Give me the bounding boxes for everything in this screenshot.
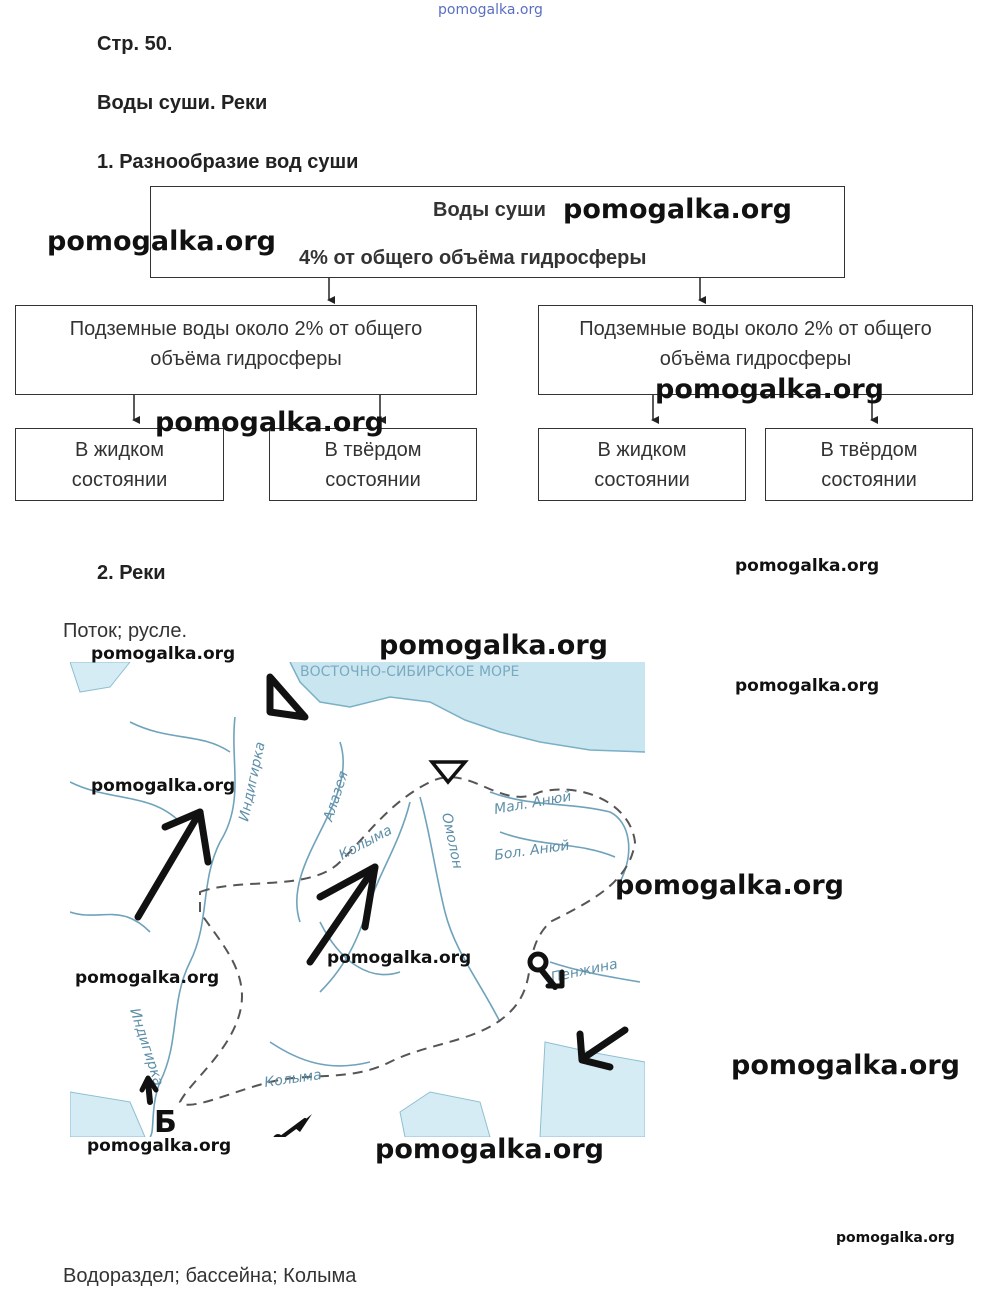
watermark: pomogalka.org xyxy=(379,630,608,661)
section-title: Воды суши. Реки xyxy=(97,92,268,114)
watermark: pomogalka.org xyxy=(47,226,276,257)
right-liquid-box: В жидком состоянии xyxy=(538,428,746,501)
watermark: pomogalka.org xyxy=(87,1136,232,1156)
label-bol-anyuy: Бол. Анюй xyxy=(493,837,571,864)
watermark: pomogalka.org xyxy=(327,948,472,968)
right-underground-box: Подземные воды около 2% от общего объёма гидросферы xyxy=(538,305,973,395)
label-omolon: Омолон xyxy=(438,811,466,871)
left-underground-box: Подземные воды около 2% от общего объёма гидросферы xyxy=(15,305,477,395)
page-label: Стр. 50. xyxy=(97,33,173,55)
label-indigirka: Индигирка xyxy=(236,740,269,823)
b-letter-mark: Б xyxy=(154,1105,177,1137)
watermark: pomogalka.org xyxy=(563,194,792,225)
answer-1: Поток; русле. xyxy=(63,620,188,642)
label-alazeya: Алазея xyxy=(320,769,352,824)
left-solid-box: В твёрдом состоянии xyxy=(269,428,477,501)
right-solid-box: В твёрдом состоянии xyxy=(765,428,973,501)
answer-2: Водораздел; бассейна; Колыма xyxy=(63,1265,357,1287)
diagram-top-title: Воды суши xyxy=(433,199,546,221)
part2-heading: 2. Реки xyxy=(97,562,166,584)
label-penzhina: Пенжина xyxy=(549,956,620,986)
watermark: pomogalka.org xyxy=(375,1134,604,1165)
watermark: pomogalka.org xyxy=(836,1230,955,1246)
watermark: pomogalka.org xyxy=(735,556,880,576)
label-mal-anyuy: Мал. Анюй xyxy=(492,788,573,818)
watermark: pomogalka.org xyxy=(735,676,880,696)
part1-heading: 1. Разнообразие вод суши xyxy=(97,151,359,173)
watermark: pomogalka.org xyxy=(75,968,220,988)
label-indigirka-2: Индигирка xyxy=(126,1006,167,1089)
diagram-top-subtitle: 4% от общего объёма гидросферы xyxy=(299,247,647,269)
watermark: pomogalka.org xyxy=(655,374,884,405)
sea-label: ВОСТОЧНО-СИБИРСКОЕ МОРЕ xyxy=(300,664,520,680)
left-liquid-box: В жидком состоянии xyxy=(15,428,224,501)
watermark: pomogalka.org xyxy=(731,1050,960,1081)
label-kolyma-2: Колыма xyxy=(263,1067,323,1091)
label-kolyma: Колыма xyxy=(336,822,395,864)
watermark-top: pomogalka.org xyxy=(438,2,543,18)
watermark: pomogalka.org xyxy=(91,644,236,664)
rivers-map xyxy=(70,662,645,1137)
watermark: pomogalka.org xyxy=(155,407,384,438)
circle-mark xyxy=(530,954,546,970)
watermark: pomogalka.org xyxy=(91,776,236,796)
watermark: pomogalka.org xyxy=(615,870,844,901)
